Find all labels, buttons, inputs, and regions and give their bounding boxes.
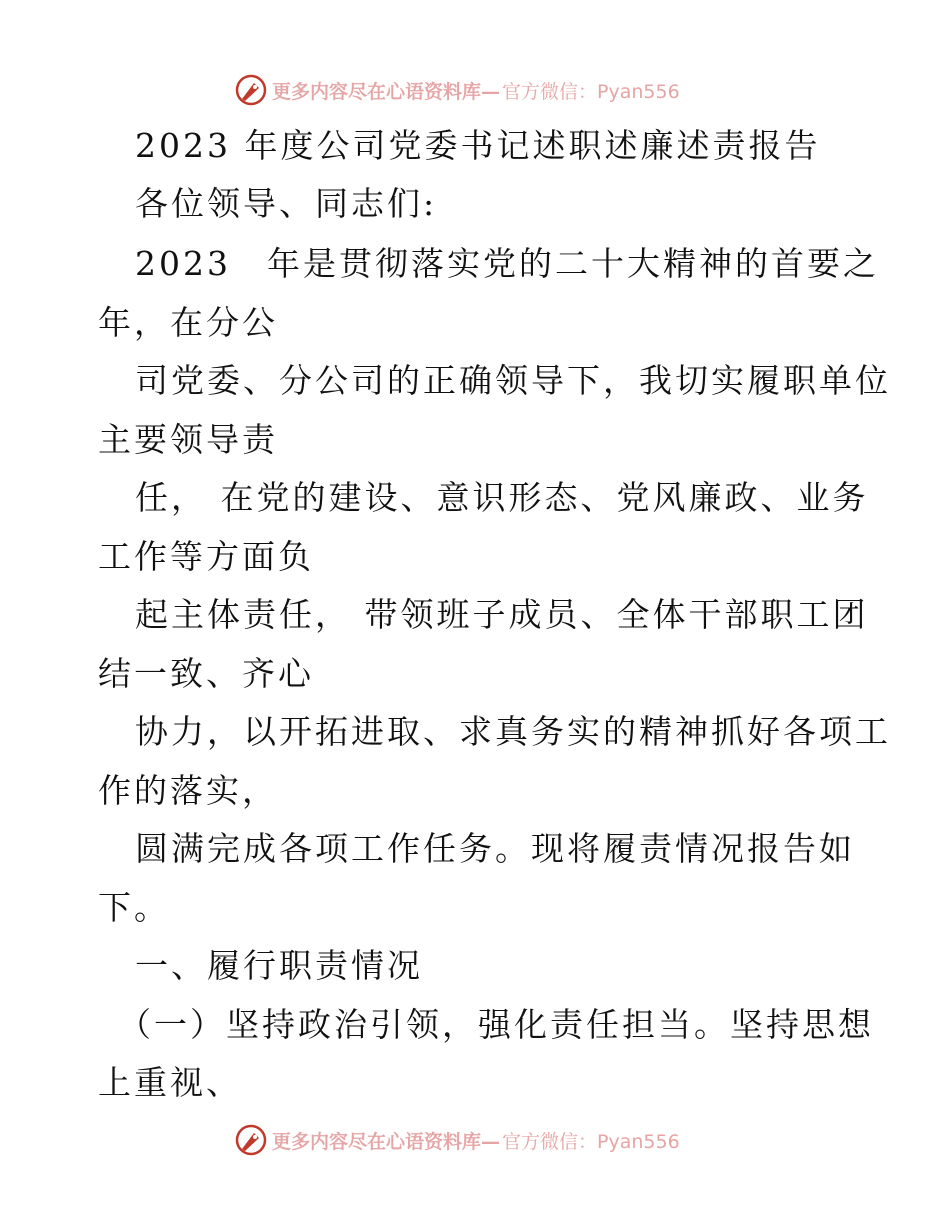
paragraph-line: 2023 年是贯彻落实党的二十大精神的首要之 (135, 244, 879, 283)
watermark-wechat: 官方微信：Pyan556 (502, 80, 680, 103)
paragraph-line: 年，在分公 (98, 303, 278, 342)
watermark-wechat: 官方微信：Pyan556 (502, 1130, 680, 1153)
paragraph-line: 工作等方面负 (98, 537, 314, 576)
paragraph-line: 圆满完成各项工作任务。现将履责情况报告如 (135, 829, 855, 868)
watermark-text: 更多内容尽在心语资料库— (272, 80, 501, 103)
pen-nib-logo-icon (234, 1123, 268, 1157)
paragraph-line: 上重视、 (98, 1063, 242, 1102)
subsection-heading: （一）坚持政治引领，强化责任担当。坚持思想 (118, 1005, 874, 1044)
paragraph-line: 协力，以开拓进取、求真务实的精神抓好各项工 (135, 712, 891, 751)
watermark-text: 更多内容尽在心语资料库— (272, 1130, 501, 1153)
salutation-line: 各位领导、同志们: (135, 184, 438, 223)
paragraph-line: 起主体责任， 带领班子成员、全体干部职工团 (135, 595, 869, 634)
paragraph-line: 结一致、齐心 (98, 654, 314, 693)
paragraph-line: 主要领导责 (98, 420, 278, 459)
paragraph-line: 作的落实， (98, 771, 278, 810)
header-watermark (234, 72, 680, 108)
section-heading: 一、履行职责情况 (135, 946, 423, 985)
footer-watermark (234, 1122, 680, 1158)
paragraph-line: 下。 (98, 888, 170, 927)
paragraph-line: 司党委、分公司的正确领导下，我切实履职单位 (135, 361, 891, 400)
paragraph-line: 任， 在党的建设、意识形态、党风廉政、业务 (135, 478, 869, 517)
pen-nib-logo-icon (234, 73, 268, 107)
document-title: 2023 年度公司党委书记述职述廉述责报告 (135, 126, 821, 165)
